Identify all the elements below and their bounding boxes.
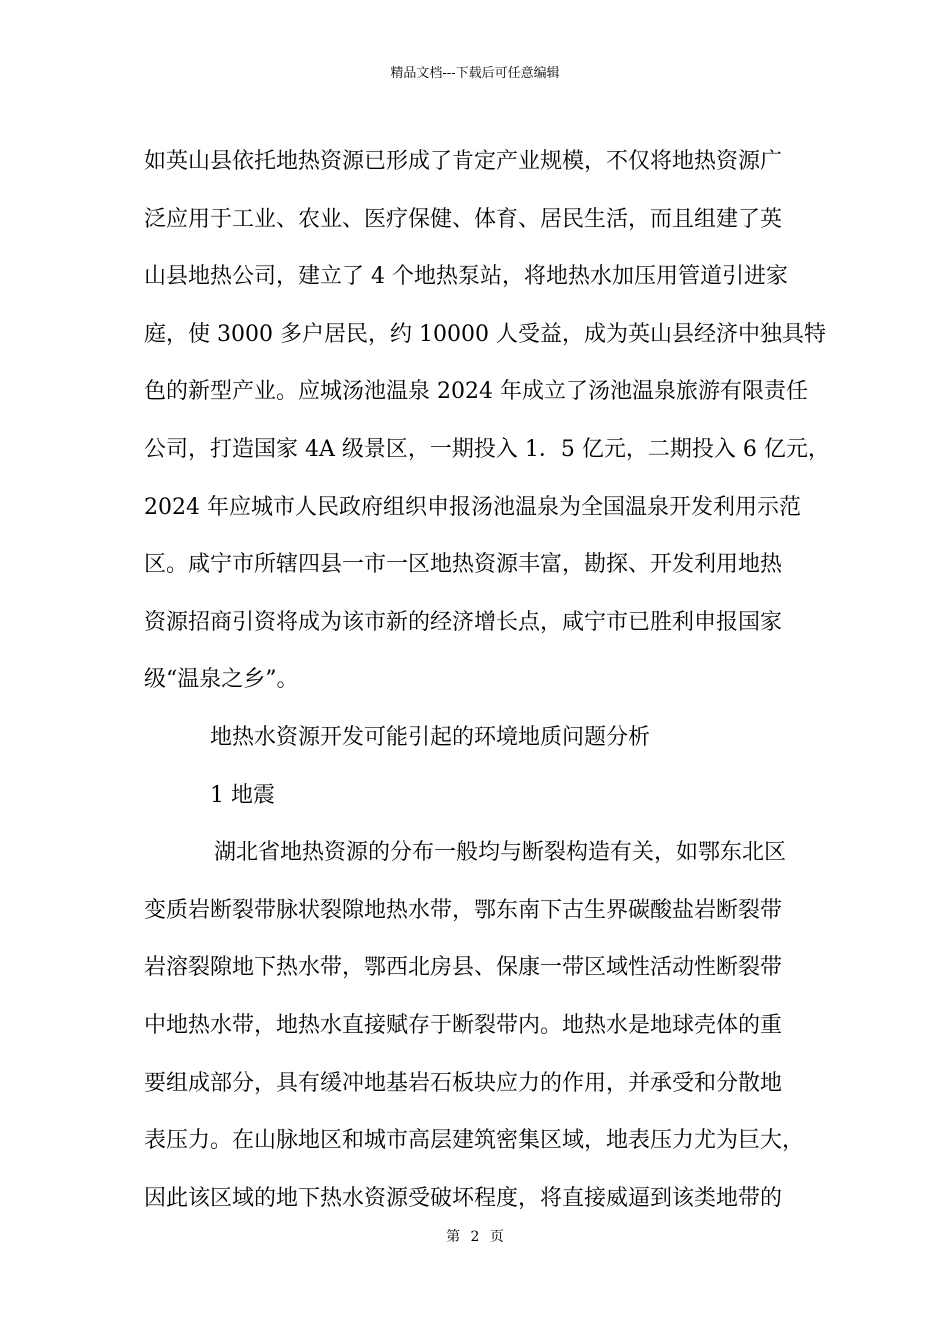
- paragraph-line: 表压力。在山脉地区和城市高层建筑密集区域，地表压力尤为巨大，: [144, 1128, 805, 1154]
- paragraph-line: 中地热水带，地热水直接赋存于断裂带内。地热水是地球壳体的重: [144, 1012, 783, 1038]
- page-number: 2: [470, 1229, 480, 1245]
- paragraph-line: 变质岩断裂带脉状裂隙地热水带，鄂东南下古生界碳酸盐岩断裂带: [144, 897, 783, 923]
- paragraph-line: 要组成部分，具有缓冲地基岩石板块应力的作用，并承受和分散地: [144, 1070, 783, 1096]
- paragraph-line: 湖北省地热资源的分布一般均与断裂构造有关，如鄂东北区: [214, 840, 787, 866]
- paragraph-line: 级“温泉之乡”。: [144, 667, 299, 693]
- paragraph-line: 区。咸宁市所辖四县一市一区地热资源丰富，勘探、开发利用地热: [144, 552, 783, 578]
- paragraph-line: 因此该区域的地下热水资源受破坏程度，将直接威逼到该类地带的: [144, 1185, 783, 1211]
- paragraph-line: 2024 年应城市人民政府组织申报汤池温泉为全国温泉开发利用示范: [144, 494, 801, 520]
- page-footer: [0, 1227, 950, 1247]
- paragraph-line: 公司，打造国家 4A 级景区，一期投入 1．5 亿元，二期投入 6 亿元，: [144, 436, 830, 462]
- paragraph-line: 山县地热公司，建立了 4 个地热泵站，将地热水加压用管道引进家: [144, 264, 788, 290]
- paragraph-line: 庭，使 3000 多户居民，约 10000 人受益，成为英山县经济中独具特: [144, 321, 826, 347]
- page-number-suffix: 页: [489, 1229, 504, 1245]
- paragraph-line: 泛应用于工业、农业、医疗保健、体育、居民生活，而且组建了英: [144, 206, 783, 232]
- paragraph-line: 如英山县依托地热资源已形成了肯定产业规模，不仅将地热资源广: [144, 149, 783, 174]
- paragraph-line: 资源招商引资将成为该市新的经济增长点，咸宁市已胜利申报国家: [144, 609, 783, 635]
- body-text: [144, 133, 834, 1227]
- paragraph-line: 岩溶裂隙地下热水带，鄂西北房县、保康一带区域性活动性断裂带: [144, 955, 783, 981]
- paragraph-line: 色的新型产业。应城汤池温泉 2024 年成立了汤池温泉旅游有限责任: [144, 379, 808, 405]
- subsection-title: 1 地震: [210, 782, 275, 808]
- section-title: 地热水资源开发可能引起的环境地质问题分析: [210, 724, 651, 750]
- page-number-prefix: 第: [446, 1229, 461, 1245]
- page-header: 精品文档---下载后可任意编辑: [390, 66, 560, 81]
